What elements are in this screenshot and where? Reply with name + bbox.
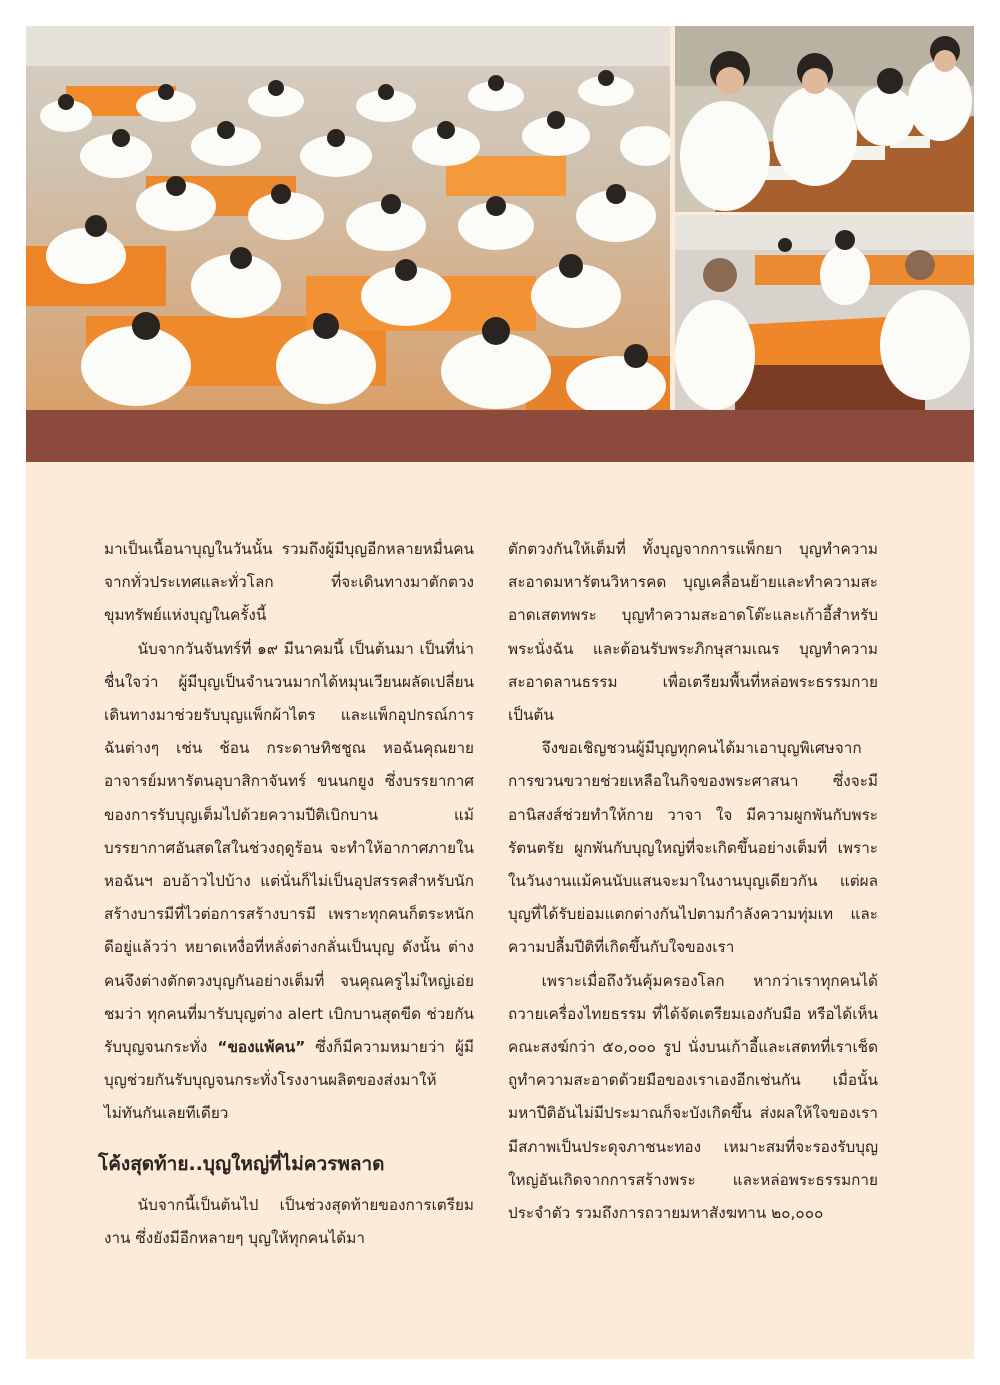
folding-robes-table-photo (675, 215, 974, 410)
paragraph-text: ซึ่งก็มีความหมายว่า ผู้มีบุญช่วยกันรับบุญจนกระทั่งโรงงานผลิตของส่งมาให้ไม่ทันกันเลยทีเดียว (104, 1038, 474, 1123)
table-paperwork-photo (675, 26, 974, 212)
paragraph: จึงขอเชิญชวนผู้มีบุญทุกคนได้มาเอาบุญพิเศษจากการขวนขวายช่วยเหลือในกิจของพระศาสนา ซึ่งจะมีอานิสงส์ช่วยทำให้กาย วาจา ใจ มีความผูกพันกับพระรัตนตรัย ผูกพันกับบุญใหญ่ที่จะเกิดขึ้นอย่างเต็มที่ เพราะในวันงานแม้คนนับแสนจะมาในงานบุญเดียวกัน แต่ผลบุญที่ได้รับย่อมแตกต่างกันไปตามกำลังความทุ่มเท และความปลื้มปีติที่เกิดขึ้นกับใจของเรา (508, 739, 878, 957)
women-folding-robes-image (675, 215, 974, 410)
header-color-band (26, 410, 974, 462)
volunteers-folding-robes-image (26, 26, 670, 410)
paragraph (104, 633, 474, 1131)
paragraph: นับจากนี้เป็นต้นไป เป็นช่วงสุดท้ายของการเตรียมงาน ซึ่งยังมีอีกหลายๆ บุญให้ทุกคนได้มา (104, 1195, 474, 1247)
right-text-column (508, 533, 878, 1230)
paragraph: ตักตวงกันให้เต็มที่ ทั้งบุญจากการแพ็กยา บุญทำความสะอาดมหารัตนวิหารคด บุญเคลื่อนย้ายและทำความสะอาดเสตทพระ บุญทำความสะอาดโต๊ะและเก้าอี้สำหรับพระนั่งฉัน และต้อนรับพระภิกษุสามเณร บุญทำความสะอาดลานธรรม เพื่อเตรียมพื้นที่หล่อพระธรรมกาย เป็นต้น (508, 540, 878, 725)
paragraph: มาเป็นเนื้อนาบุญในวันนั้น รวมถึงผู้มีบุญอีกหลายหมื่นคนจากทั่วประเทศและทั่วโลก ที่จะเดินทางมาตักตวงขุมทรัพย์แห่งบุญในครั้งนี้ (104, 540, 474, 625)
paragraph-text: นับจากวันจันทร์ที่ ๑๙ มีนาคมนี้ เป็นต้นมา เป็นที่น่าชื่นใจว่า ผู้มีบุญเป็นจำนวนมากได้หมุนเวียนผลัดเปลี่ยนเดินทางมาช่วยรับบุญแพ็กผ้าไตร และแพ็กอุปกรณ์การฉันต่างๆ เช่น ช้อน กระดาษทิชชูณ หอฉันคุณยายอาจารย์มหารัตนอุบาสิกาจันทร์ ขนนกยูง ซึ่งบรรยากาศของการรับบุญเต็มไปด้วยความปีติเบิกบาน แม้บรรยากาศอันสดใสในช่วงฤดูร้อน จะทำให้อากาศภายในหอฉันฯ อบอ้าวไปบ้าง แต่นั่นก็ไม่เป็นอุปสรรคสำหรับนักสร้างบารมีที่ไวต่อการสร้างบารมี เพราะทุกคนก็ตระหนักดีอยู่แล้วว่า หยาดเหงื่อที่หลั่งต่างกลั่นเป็นบุญ ดังนั้น ต่างคนจึงต่างตักตวงบุญกันอย่างเต็มที่ จนคุณครูไม่ใหญ่เอ่ยชมว่า ทุกคนที่มารับบุญต่าง alert เบิกบานสุดขีด ช่วยกันรับบุญจนกระทั่ง (104, 639, 474, 1057)
bold-quote: “ของแพ้คน” (217, 1038, 306, 1057)
left-text-column (98, 533, 474, 1255)
main-photo (26, 26, 670, 410)
paragraph: เพราะเมื่อถึงวันคุ้มครองโลก หากว่าเราทุกคนได้ถวายเครื่องไทยธรรม ที่ได้จัดเตรียมเองกับมือ หรือได้เห็นคณะสงฆ์กว่า ๕๐,๐๐๐ รูป นั่งบนเก้าอี้และเสตทที่เราเช็ดถูทำความสะอาดด้วยมือของเราเองอีกเช่นกัน เมื่อนั้น มหาปีติอันไม่มีประมาณก็จะบังเกิดขึ้น ส่งผลให้ใจของเรามีสภาพเป็นประดุจภาชนะทอง เหมาะสมที่จะรองรับบุญใหญ่อันเกิดจากการสร้างพระ และหล่อพระธรรมกายประจำตัว รวมถึงการถวายมหาสังฆทาน ๒๐,๐๐๐ (508, 971, 878, 1223)
section-heading: โค้งสุดท้าย..บุญใหญ่ที่ไม่ควรพลาด (98, 1152, 385, 1175)
people-at-table-image (675, 26, 974, 212)
